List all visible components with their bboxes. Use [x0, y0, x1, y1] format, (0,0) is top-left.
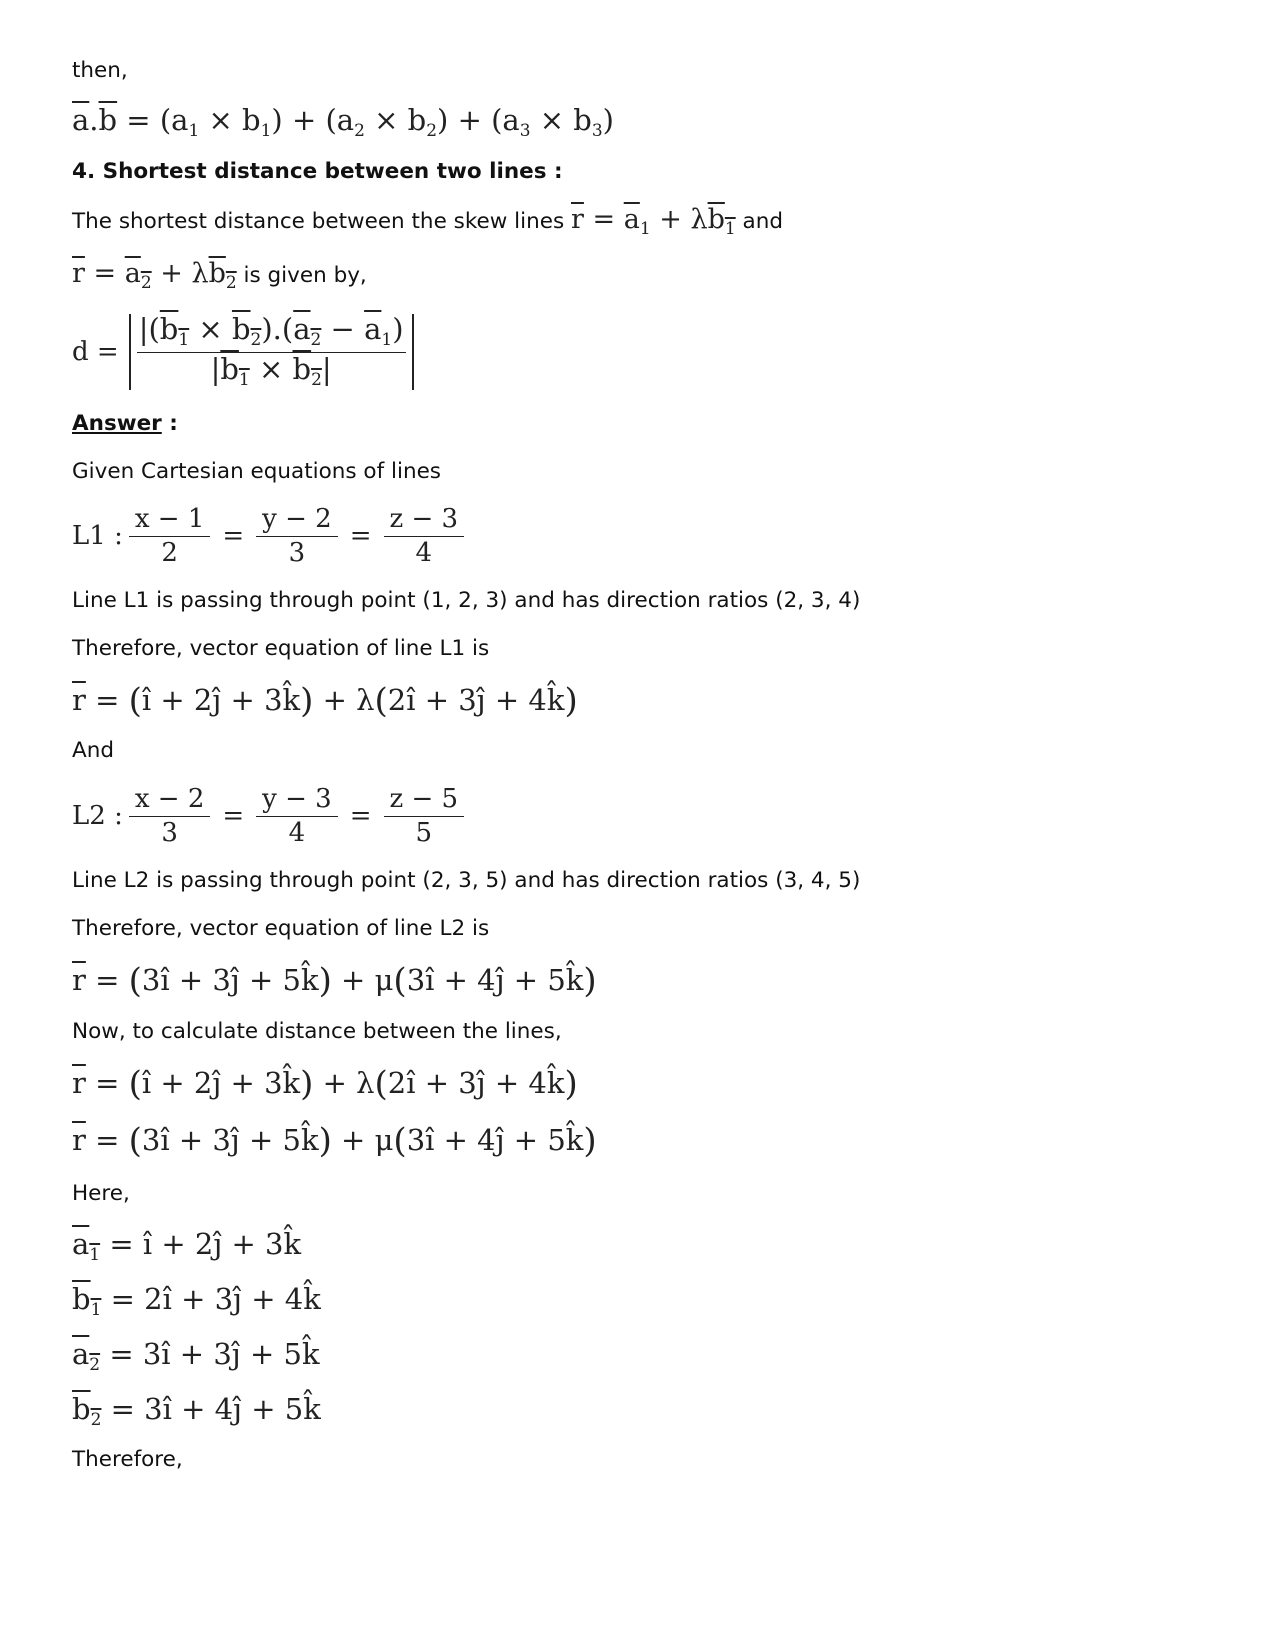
and-text: and: [735, 209, 783, 234]
l2-label: L2 :: [72, 801, 123, 831]
now-calculate-text: Now, to calculate distance between the lines,: [72, 1019, 562, 1044]
l1-y-denominator: 3: [288, 538, 306, 568]
l2-vector-equation: $\overline{r}$ = (3î + 3ĵ + 5k̂) + μ(3î + 4ĵ + 5k̂): [72, 961, 597, 1001]
answer-colon: :: [161, 411, 178, 436]
l2-x-denominator: 3: [161, 818, 178, 848]
answer-heading: [72, 410, 178, 438]
l2-z-numerator: z − 5: [384, 786, 465, 817]
l1-vector-intro: Therefore, vector equation of line L1 is: [72, 636, 490, 661]
l1-vector-equation-repeat: $\overline{r}$ = (î + 2ĵ + 3k̂) + λ(2î + 3ĵ + 4k̂): [72, 1064, 578, 1104]
then-text: then,: [72, 58, 128, 83]
l2-vector-equation-repeat: $\overline{r}$ = (3î + 3ĵ + 5k̂) + μ(3î + 4ĵ + 5k̂): [72, 1121, 597, 1161]
and-text: And: [72, 738, 114, 763]
l1-y-numerator: y − 2: [256, 506, 338, 537]
second-line-sentence: [72, 260, 367, 297]
line-l2-cartesian: L2 : $\frac{x - 2}{3}$ = $\frac{y - 3}{4}$ = $\frac{z - 5}{5}$: [72, 786, 470, 846]
sentence-start: The shortest distance between the skew lines: [72, 209, 571, 234]
def-a2: $a_2$ = 3î + 3ĵ + 5k̂: [72, 1337, 320, 1375]
therefore-text: Therefore,: [72, 1447, 183, 1472]
given-by-text: is given by,: [236, 263, 367, 288]
l1-label: L1 :: [72, 521, 123, 551]
l1-z-numerator: z − 3: [384, 506, 465, 537]
here-text: Here,: [72, 1181, 130, 1206]
l1-x-denominator: 2: [161, 538, 178, 568]
l1-z-denominator: 4: [415, 538, 433, 568]
section-heading: 4. Shortest distance between two lines :: [72, 159, 563, 184]
l1-description: Line L1 is passing through point (1, 2, 3) and has direction ratios (2, 3, 4): [72, 588, 861, 613]
given-text: Given Cartesian equations of lines: [72, 459, 441, 484]
l1-x-numerator: x − 1: [129, 506, 211, 537]
l1-vector-equation: $\overline{r}$ = (î + 2ĵ + 3k̂) + λ(2î + 3ĵ + 4k̂): [72, 681, 578, 721]
l2-x-numerator: x − 2: [129, 786, 211, 817]
l2-description: Line L2 is passing through point (2, 3, 5) and has direction ratios (3, 4, 5): [72, 868, 861, 893]
line2-vector-form: $\overline{r} = a_2 + \lambda b_2$: [72, 258, 237, 293]
skew-lines-sentence: [72, 206, 783, 243]
answer-label: Answer: [72, 411, 162, 436]
def-a1: $a_1$ = î + 2ĵ + 3k̂: [72, 1227, 302, 1265]
l2-y-numerator: y − 3: [256, 786, 338, 817]
line1-vector-form: $\overline{r} = \overline{a}_1 + \lambda b_1$: [571, 204, 736, 239]
dot-product-equation: $\overline{a}.\overline{b} = (a_1 \times b_1) + (a_2 \times b_2) + (a_3 \times b_3)$: [72, 103, 614, 141]
l2-vector-intro: Therefore, vector equation of line L2 is: [72, 916, 490, 941]
l2-y-denominator: 4: [288, 818, 306, 848]
line-l1-cartesian: L1 : $\frac{x - 1}{2}$ = $\frac{y - 2}{3}$ = $\frac{z - 3}{4}$: [72, 506, 470, 566]
l2-z-denominator: 5: [415, 818, 433, 848]
def-b2: $b_2$ = 3î + 4ĵ + 5k̂: [72, 1392, 321, 1430]
distance-formula: d = $\frac{|(b_1 \times b_2).(a_2 - \overline{a}_1)}{|b_1 \times b_2|}$: [72, 314, 418, 390]
def-b1: $b_1$ = 2î + 3ĵ + 4k̂: [72, 1282, 321, 1320]
